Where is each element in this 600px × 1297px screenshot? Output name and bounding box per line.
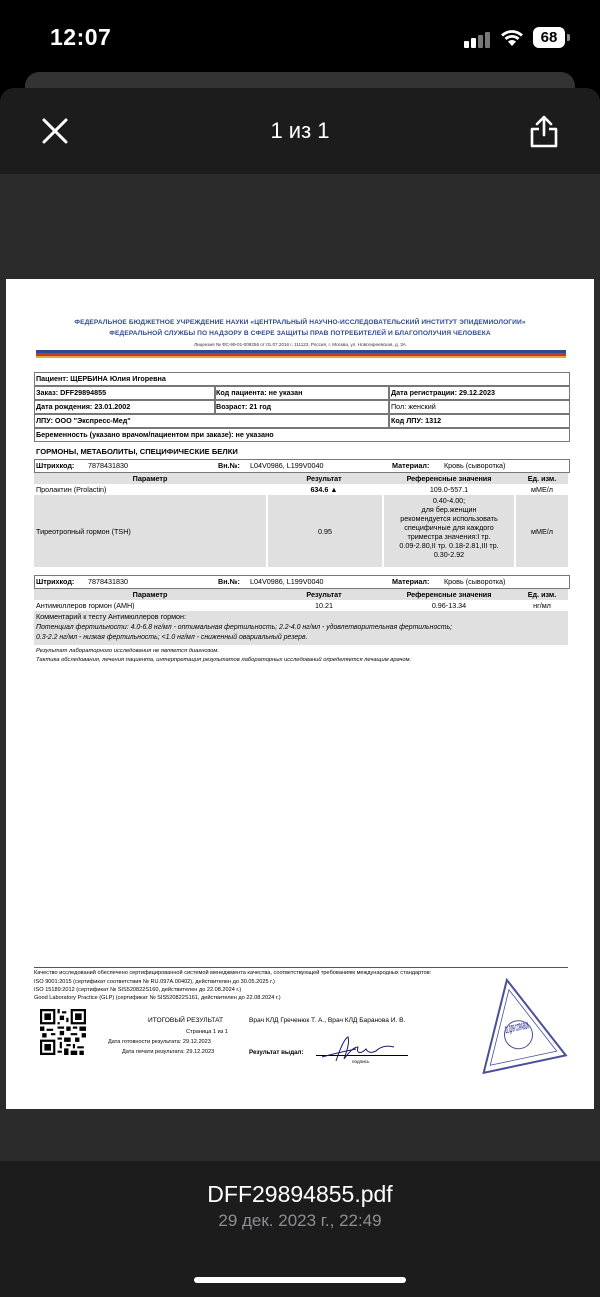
col-result-1: Результат (306, 474, 342, 483)
amh-result: 10.21 (315, 601, 333, 610)
file-info-bar (0, 1161, 600, 1297)
col-param-1: Параметр (132, 474, 168, 483)
col-unit-2: Ед. изм. (527, 590, 557, 599)
qr-code-icon (40, 1009, 86, 1055)
tsh-ref-line-6: 0.09-2.80,II тр. 0.18-2.81,III тр. (399, 541, 499, 550)
prolactin-param: Пролактин (Prolactin) (36, 485, 107, 494)
page-number: Страница 1 из 1 (186, 1029, 228, 1035)
final-result-label: ИТОГОВЫЙ РЕЗУЛЬТАТ (148, 1017, 223, 1024)
barcode-value-2: 7878431830 (88, 577, 128, 586)
material-label-2: Материал: (392, 577, 430, 586)
wifi-icon (499, 27, 525, 47)
col-unit-1: Ед. изм. (527, 474, 557, 483)
home-indicator[interactable] (194, 1277, 406, 1283)
amh-ref: 0.96-13.34 (431, 601, 467, 610)
order-number: Заказ: DFF29894855 (36, 388, 107, 397)
vn-label-2: Вн.№: (218, 577, 240, 586)
quality-line-3: ISO 15189:2012 (сертификат № SIS520822S160, действителен до 22.08.2024 г.) (34, 987, 242, 993)
col-result-2: Результат (306, 590, 342, 599)
tsh-ref-line-4: специфичные для каждого (404, 523, 494, 532)
print-date: Дата печати результата: 29.12.2023 (122, 1049, 215, 1055)
patient-code: Код пациента: не указан (216, 388, 303, 397)
viewer-toolbar (0, 88, 600, 174)
tsh-ref-line-2: для бер.женщин (421, 505, 477, 514)
material-value-1: Кровь (сыворотка) (444, 461, 506, 470)
page-indicator: 1 из 1 (270, 118, 330, 143)
registration-date: Дата регистрации: 29.12.2023 (391, 388, 495, 397)
material-value-2: Кровь (сыворотка) (444, 577, 506, 586)
vn-value-2: L04V0986, L199V0040 (250, 577, 324, 586)
ready-date: Дата готовности результата: 29.12.2023 (108, 1039, 211, 1045)
comment-line-1: Потенциал фертильности: 4.0-6.8 нг/мл - оптимальная фертильность; 2.2-4.0 нг/мл - удовлетворительная фертильность; (36, 624, 453, 631)
barcode-value-1: 7878431830 (88, 461, 128, 470)
institution-header-2: ФЕДЕРАЛЬНОЙ СЛУЖБЫ ПО НАДЗОРУ В СФЕРЕ ЗАЩИТЫ ПРАВ ПОТРЕБИТЕЛЕЙ И БЛАГОПОЛУЧИЯ ЧЕЛОВЕКА (109, 330, 491, 337)
barcode-label-2: Штрихкод: (36, 577, 75, 586)
comment-title: Комментарий к тесту Антимюллеров гормон: (36, 612, 186, 621)
footer-divider (34, 967, 568, 968)
doctors: Врач КЛД Греченюк Т. А., Врач КЛД Баранова И. В. (249, 1017, 406, 1024)
prolactin-result: 634.6 ▲ (310, 485, 338, 494)
lpu-name: ЛПУ: ООО "Экспресс-Мед" (36, 416, 131, 425)
battery-tip (567, 34, 570, 41)
section-title: ГОРМОНЫ, МЕТАБОЛИТЫ, СПЕЦИФИЧЕСКИЕ БЕЛКИ (36, 447, 238, 456)
share-icon[interactable] (529, 114, 559, 148)
tsh-unit: мМЕ/л (531, 527, 553, 536)
clock: 12:07 (50, 24, 112, 50)
quality-line-4: Good Laboratory Practice (GLP) (сертификат № SIS520822S161, действителен до 22.08.2024 г.) (34, 995, 281, 1001)
tsh-ref-line-1: 0.40-4.00; (432, 496, 466, 505)
lpu-code: Код ЛПУ: 1312 (391, 416, 442, 425)
document-viewer[interactable] (0, 174, 600, 1161)
age: Возраст: 21 год (216, 402, 272, 411)
issued-label: Результат выдал: (249, 1049, 304, 1056)
tsh-result: 0.95 (318, 527, 332, 536)
col-param-2: Параметр (132, 590, 168, 599)
tsh-ref-line-5: триместра значения:I тр. (407, 532, 491, 541)
vn-value-1: L04V0986, L199V0040 (250, 461, 324, 470)
note-1: Результат лабораторного исследования не является диагнозом. (36, 648, 219, 654)
quality-line-2: ISO 9001:2015 (сертификат соответствия № RU.097A.00402), действителен до 30.05.2025 г.) (34, 979, 275, 985)
tsh-ref-line-7: 0.30-2.92 (433, 550, 465, 559)
pdf-page (6, 279, 594, 1109)
comment-line-2: 0.3-2.2 нг/мл - низкая фертильность; <1.0 нг/мл - сниженный овариальный резерв. (36, 634, 308, 641)
birth-date: Дата рождения: 23.01.2002 (36, 402, 131, 411)
institution-header-1: ФЕДЕРАЛЬНОЕ БЮДЖЕТНОЕ УЧРЕЖДЕНИЕ НАУКИ «ЦЕНТРАЛЬНЫЙ НАУЧНО-ИССЛЕДОВАТЕЛЬСКИЙ ИНСТИТУТ ЭПИДЕМИОЛОГИИ» (74, 319, 526, 326)
header-stripe-yellow (36, 356, 566, 358)
col-ref-2: Референсные значения (406, 590, 492, 599)
cellular-signal-icon (464, 30, 492, 48)
file-name: DFF29894855.pdf (207, 1181, 393, 1207)
col-ref-1: Референсные значения (406, 474, 492, 483)
note-2: Тактика обследования, лечения пациента, интерпретация результатов лабораторных исследований определяется лечащим врачом. (36, 657, 412, 663)
sex: Пол: женский (391, 402, 436, 411)
amh-param: Антимюллеров гормон (AMH) (36, 601, 135, 610)
barcode-label-1: Штрихкод: (36, 461, 75, 470)
quality-line-1: Качество исследований обеспечено сертифицированной системой менеджмента качества, соответствующей требованиям международных стандартов: (34, 970, 432, 976)
license-line: Лицензия № ФС-99-01-009256 от 01.07.2016 г. 111123, Россия, г. Москва, ул. Новогиреевская, д. 3А (194, 342, 406, 347)
tsh-ref-line-3: рекомендуется использовать (400, 514, 498, 523)
tsh-param: Тиреотропный гормон (TSH) (36, 527, 131, 536)
vn-label-1: Вн.№: (218, 461, 240, 470)
pregnancy-status: Беременность (указано врачом/пациентом при заказе): не указано (36, 430, 274, 439)
lab-stamp-image (468, 971, 591, 1075)
file-date: 29 дек. 2023 г., 22:49 (218, 1211, 382, 1230)
prolactin-ref: 109.0-557.1 (429, 485, 469, 494)
patient-name: Пациент: ЩЕРБИНА Юлия Игоревна (36, 374, 166, 383)
signature-caption: подпись (352, 1059, 370, 1064)
status-bar (0, 0, 600, 75)
stamp-text: 22 ДЛЯ СПРАВОК (504, 1007, 591, 1037)
prolactin-unit: мМЕ/л (531, 485, 553, 494)
material-label-1: Материал: (392, 461, 430, 470)
amh-unit: нг/мл (533, 601, 551, 610)
battery-icon: 68 (533, 27, 565, 48)
